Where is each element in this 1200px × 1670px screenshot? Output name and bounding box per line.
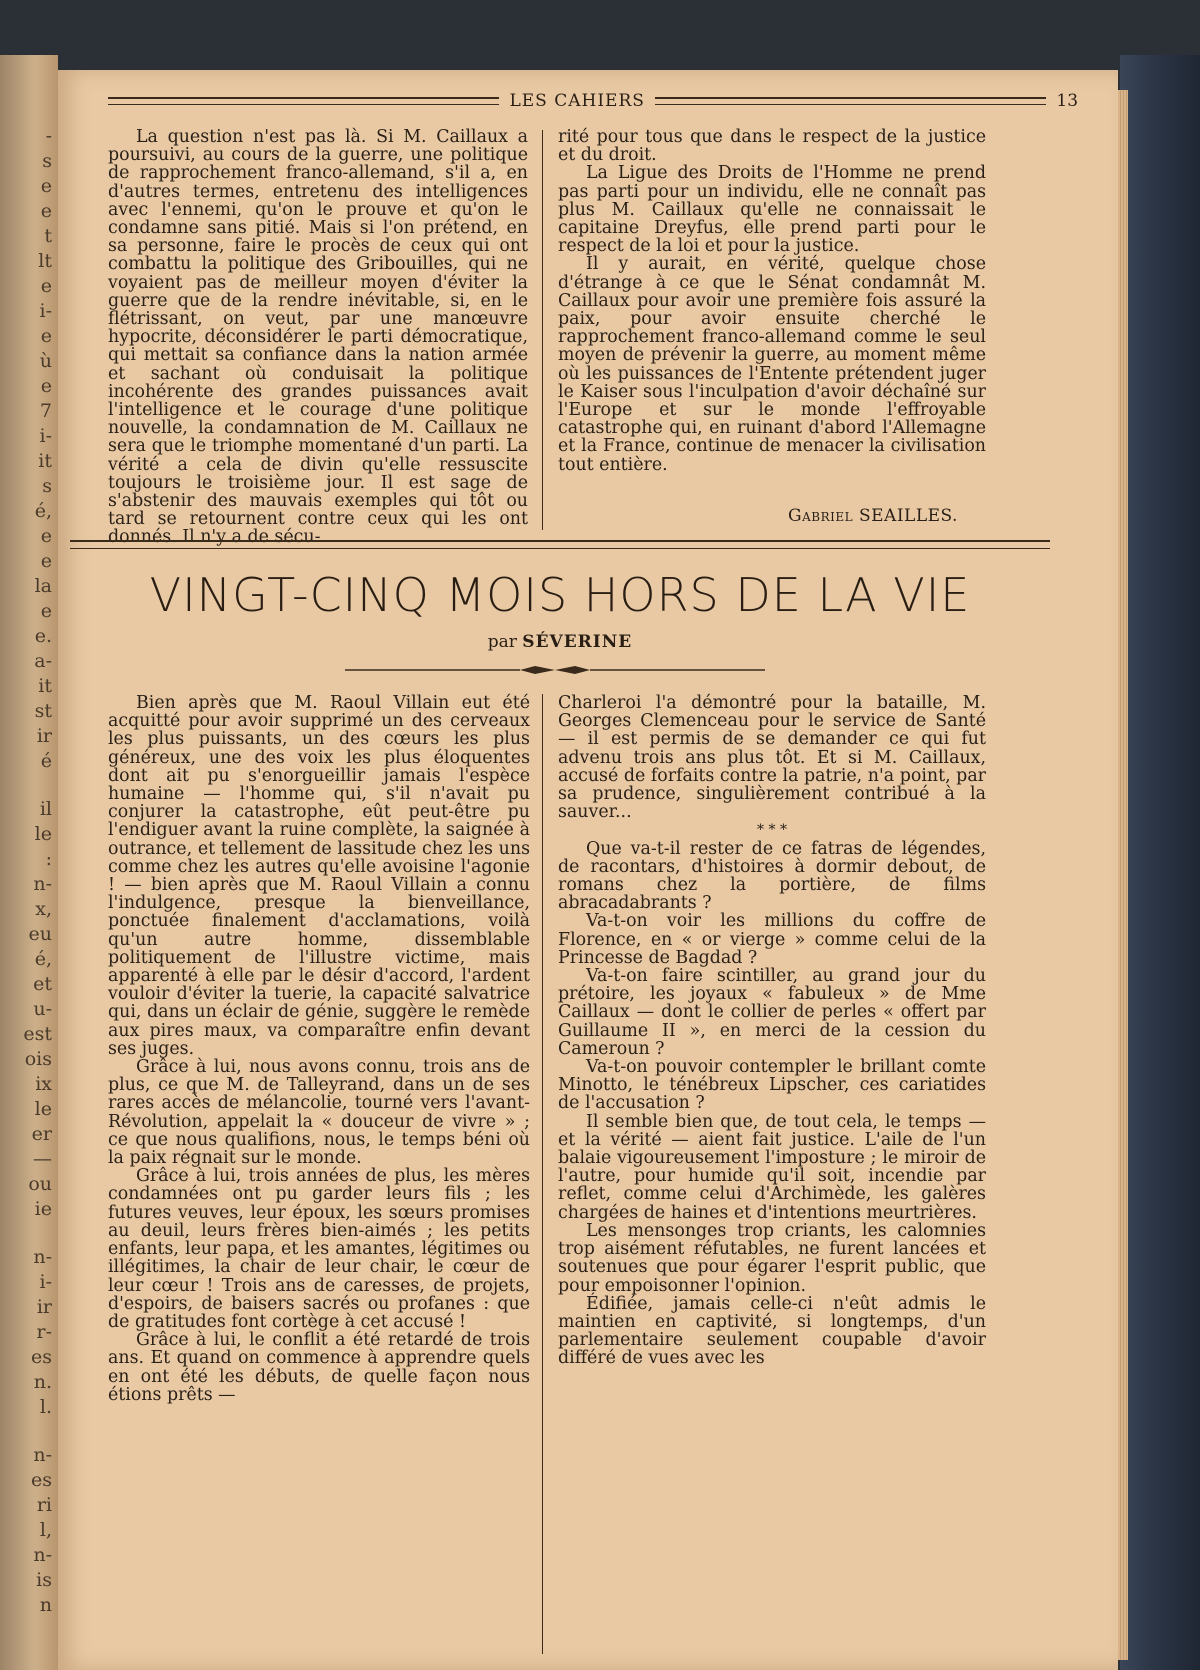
book-binding	[1120, 55, 1200, 1670]
left-margin-fragment: a-	[34, 650, 52, 672]
paragraph: Bien après que M. Raoul Villain eut été acquitté pour avoir supprimé un des cerveaux les plus puissants, un des cœurs les plus généreux, une des voix les plus éloquentes dont ait pu s'enorgueillir jamais l'espèce humaine — l'homme qui, s'il n'avait pu conjurer la catastrophe, eût peut-être pu l'endiguer avant la ruine complète, la saignée à outrance, et tellement de lassitude chez les uns comme chez les autres qu'elle avoisine l'agonie ! — bien après que M. Raoul Villain a connu l'indulgence, presque la bienveillance, ponctuée finalement d'acclamations, voilà qu'un autre homme, dissemblable politiquement de l'illustre victime, mais apparenté à elle par le désir d'accord, l'ardent vouloir d'éviter la tuerie, la capacité salvatrice qui, dans un éclair de génie, suggère le remède aux pires maux, va comparaître enfin devant ses juges.	[108, 693, 530, 1059]
column-divider	[542, 130, 543, 530]
left-margin-fragment: e.	[34, 625, 52, 647]
paragraph: Il semble bien que, de tout cela, le temps — et la vérité — aient fait justice. L'aile de l'un balaie vigoureusement l'imposture ; le miroir de l'autre, pour humide qu'il soit, incendie par reflet, comme celui d'Archimède, les galères chargées de haines et d'intentions meurtrières.	[558, 1111, 986, 1223]
left-margin-fragment: —	[33, 1148, 52, 1170]
article-right-column	[558, 694, 986, 1368]
left-margin-fragment: es	[31, 1469, 52, 1491]
left-margin-fragment: il	[39, 798, 52, 820]
left-margin-fragment: r-	[36, 1321, 52, 1343]
left-margin-fragment: ois	[24, 1048, 52, 1070]
paragraph: rité pour tous que dans le respect de la justice et du droit.	[558, 127, 986, 166]
title-ornament	[345, 664, 765, 676]
header-rule-left	[108, 97, 499, 105]
paragraph: Va-t-on faire scintiller, au grand jour du prétoire, les joyaux « fabuleux » de Mme Caillaux — dont le collier de perles « offert par Guillaume II », en merci de la cession du Cameroun ?	[558, 966, 986, 1059]
left-margin-fragment: e	[40, 375, 52, 397]
left-margin-fragment: s	[42, 150, 52, 172]
top-left-column	[108, 128, 528, 547]
left-margin-fragment: ir	[36, 725, 52, 747]
left-margin-fragment: la	[34, 575, 52, 597]
paragraph: Va-t-on pouvoir contempler le brillant comte Minotto, le ténébreux Lipscher, ces cariatides de l'accusation ?	[558, 1057, 986, 1114]
left-margin-fragment: 7	[39, 400, 52, 422]
page-number: 13	[1056, 91, 1079, 111]
header-rule-right	[655, 97, 1046, 105]
left-margin-fragment: et	[33, 973, 52, 995]
paragraph: Les mensonges trop criants, les calomnies trop aisément réfutables, ne furent lancées et soutenues que pour égarer l'esprit public, que pour empoisonner l'opinion.	[558, 1220, 986, 1296]
author-name: SÉVERINE	[522, 632, 633, 652]
left-margin-fragment: e	[40, 600, 52, 622]
left-margin-fragment: x,	[35, 898, 52, 920]
header-title: LES CAHIERS	[509, 91, 645, 111]
left-margin-fragment: is	[36, 1569, 52, 1591]
left-page-strip	[0, 55, 58, 1670]
section-rule	[70, 540, 1050, 549]
left-margin-fragment: ri	[36, 1494, 52, 1516]
running-header	[108, 90, 1078, 112]
left-margin-fragment: e	[40, 525, 52, 547]
left-margin-fragment: ix	[35, 1073, 52, 1095]
left-margin-fragment: n-	[33, 873, 52, 895]
left-margin-fragment: ie	[34, 1198, 52, 1220]
left-margin-fragment: st	[34, 700, 52, 722]
column-divider	[542, 694, 543, 1654]
left-margin-fragment: n-	[33, 1444, 52, 1466]
left-margin-fragment: é,	[34, 948, 52, 970]
left-margin-fragment: l,	[39, 1519, 52, 1541]
left-margin-fragment: i-	[39, 300, 52, 322]
left-margin-fragment: ù	[39, 350, 52, 372]
left-margin-fragment: eu	[28, 923, 52, 945]
left-margin-fragment: e	[40, 550, 52, 572]
byline: par SÉVERINE	[487, 632, 633, 652]
paragraph: Grâce à lui, trois années de plus, les mères condamnées ont pu garder leurs fils ; les futures veuves, leur époux, les sœurs promises au deuil, leurs frères bien-aimés ; les petits enfants, leur papa, et les amantes, légitimes ou illégitimes, la chair de leur chair, le cœur de leur cœur ! Trois ans de caresses, de projets, d'espoirs, de baisers sacrés ou profanes : que de gratitudes font cortège à cet accusé !	[108, 1166, 530, 1332]
left-margin-fragment: -	[45, 125, 52, 147]
left-margin-fragment: s	[42, 475, 52, 497]
paragraph: Grâce à lui, le conflit a été retardé de trois ans. Et quand on commence à apprendre quels en ont été les débuts, de quelle façon nous étions prêts —	[108, 1330, 530, 1405]
left-margin-fragment: i-	[39, 1271, 52, 1293]
signature: Gabriel SEAILLES.	[788, 506, 958, 526]
left-margin-fragment: er	[31, 1123, 52, 1145]
left-margin-fragment: e	[40, 175, 52, 197]
left-margin-fragment: u-	[33, 998, 52, 1020]
left-margin-fragment: lt	[38, 250, 52, 272]
left-margin-fragment: n-	[33, 1544, 52, 1566]
left-margin-fragment: le	[34, 1098, 52, 1120]
top-right-column	[558, 128, 986, 474]
left-margin-fragment: est	[23, 1023, 52, 1045]
left-margin-fragment: e	[40, 275, 52, 297]
paragraph: Il y aurait, en vérité, quelque chose d'étrange à ce que le Sénat condamnât M. Caillaux pour avoir une première fois assuré la paix, pour avoir ensuite cherché le rapprochement franco-allemand comme le seul moyen de prévenir la guerre, au moment même où les puissances de l'Entente prétendent juger le Kaiser sous l'inculpation d'avoir déchaîné sur l'Europe et sur le monde l'effroyable catastrophe qui, en ruinant d'abord l'Allemagne et la France, continue de menacer la civilisation tout entière.	[558, 254, 986, 475]
paragraph: La question n'est pas là. Si M. Caillaux a poursuivi, au cours de la guerre, une politique de rapprochement franco-allemand, s'il a, en d'autres termes, entretenu des intelligences avec l'ennemi, qu'on le prouve et qu'on le condamne sans pitié. Mais si l'on prétend, en sa personne, faire le procès de ceux qui ont combattu la politique des Gribouilles, qui ne voyaient pas de meilleur moyen d'éviter la guerre que de la rendre inévitable, si, en le flétrissant, on veut, par une manœuvre hypocrite, déconsidérer le parti démocratique, qui mettait sa confiance dans la nation armée et sachant où conduisait la politique incohérente des grandes puissances avait l'intelligence et le courage d'une politique nouvelle, la condamnation de M. Caillaux ne sera que le triomphe momentané d'un parti. La vérité a cela de divin qu'elle ressuscite toujours le troisième jour. Il est sage de s'abstenir des mauvais exemples qui tôt ou tard se retournent contre ceux qui les ont donnés. Il n'y a de sécu-	[108, 127, 528, 548]
left-margin-fragment: es	[31, 1346, 52, 1368]
left-margin-fragment: ir	[36, 1296, 52, 1318]
left-margin-fragment: it	[38, 675, 52, 697]
left-margin-fragment: it	[38, 450, 52, 472]
left-margin-fragment: é	[40, 750, 52, 772]
article-left-column	[108, 694, 530, 1404]
paragraph: Grâce à lui, nous avons connu, trois ans de plus, ce que M. de Talleyrand, dans un de ses rares accès de mélancolie, tourné vers l'avant-Révolution, appelait la « douceur de vivre » ; ce que nous qualifions, nous, le temps béni où la paix régnait sur le monde.	[108, 1057, 530, 1169]
left-margin-fragment: n.	[33, 1371, 52, 1393]
left-margin-fragment: é,	[34, 500, 52, 522]
paragraph: Va-t-on voir les millions du coffre de Florence, en « or vierge » comme celui de la Princesse de Bagdad ?	[558, 911, 986, 968]
left-margin-fragment: e	[40, 325, 52, 347]
left-margin-fragment: :	[45, 848, 52, 870]
paragraph: La Ligue des Droits de l'Homme ne prend pas parti pour un individu, elle ne connaît pas plus M. Caillaux qu'elle ne connaissait le capitaine Dreyfus, elle prend parti pour le respect de la loi et pour la justice.	[558, 163, 986, 257]
section-separator: * * *	[757, 822, 787, 839]
paragraph: Que va-t-il rester de ce fatras de légendes, de racontars, d'histoires à dormir debout, de romans chez la portière, de films abracadabrants ?	[558, 838, 986, 914]
left-margin-fragment: ou	[28, 1173, 52, 1195]
left-margin-fragment: le	[34, 823, 52, 845]
page	[58, 70, 1118, 1670]
left-margin-fragment: t	[44, 225, 52, 247]
left-margin-fragment: i-	[39, 425, 52, 447]
article-title: VINGT-CINQ MOIS HORS DE LA VIE	[149, 568, 971, 622]
paragraph: Édifiée, jamais celle-ci n'eût admis le maintien en captivité, si longtemps, d'un parlementaire seulement coupable d'avoir différé de vues avec les	[558, 1293, 986, 1369]
left-margin-fragment: e	[40, 200, 52, 222]
left-margin-fragment: n-	[33, 1246, 52, 1268]
paragraph: Charleroi l'a démontré pour la bataille, M. Georges Clemenceau pour le service de Santé — il est permis de se demander ce qui fut advenu trois ans plus tôt. Et si M. Caillaux, accusé de forfaits contre la patrie, n'a point, par sa prudence, singulièrement contribué à la sauver...	[558, 693, 986, 823]
left-margin-fragment: l.	[39, 1396, 52, 1418]
left-margin-fragment: n	[39, 1594, 52, 1616]
